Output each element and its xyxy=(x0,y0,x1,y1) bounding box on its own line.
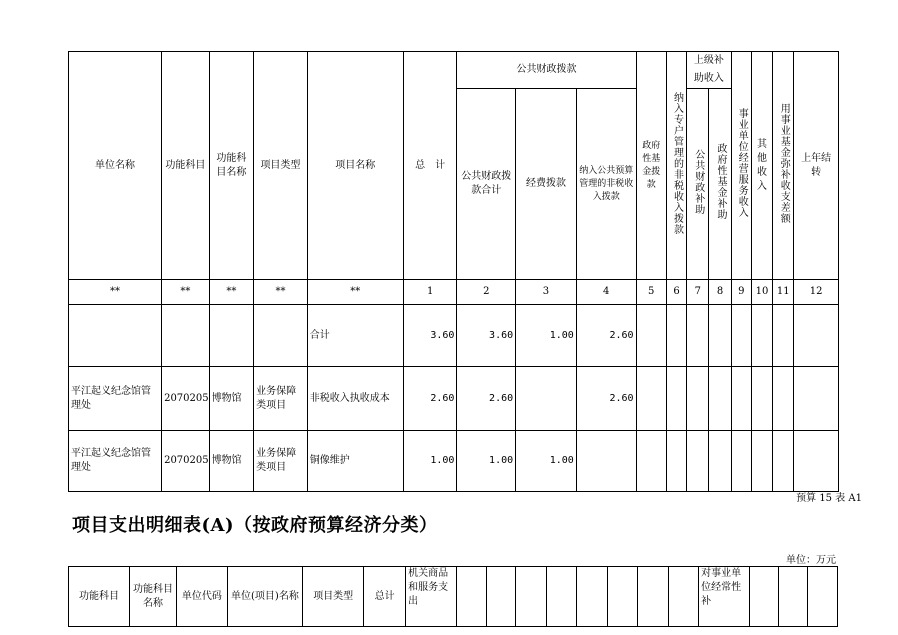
header-superior-subsidy: 上级补助收入 xyxy=(687,52,732,89)
cell-pf-total: 3.60 xyxy=(457,305,516,367)
cell-code-name xyxy=(209,305,254,367)
index-cell: 5 xyxy=(636,280,666,305)
header-nontax-allocation: 纳入公共预算管理的非税收入拨款 xyxy=(576,89,636,280)
economic-classification-table xyxy=(68,566,838,627)
t2-header-func-subject-name: 功能科目名称 xyxy=(129,567,176,627)
cell-unit: 平江起义纪念馆管理处 xyxy=(69,367,162,431)
cell-fee: 1.00 xyxy=(516,305,577,367)
cell-name: 非税收入执收成本 xyxy=(307,367,403,431)
cell-fee xyxy=(516,367,577,431)
cell-total: 3.60 xyxy=(403,305,457,367)
cell-pf-total: 2.60 xyxy=(457,367,516,431)
t2-header-unit-code: 单位代码 xyxy=(177,567,227,627)
header-public-finance: 公共财政拨款 xyxy=(457,52,636,89)
t2-header-subsidy-units: 对事业单位经常性补 xyxy=(699,567,749,627)
cell-type xyxy=(254,305,308,367)
cell-total: 1.00 xyxy=(403,431,457,492)
index-cell: 1 xyxy=(403,280,457,305)
header-func-subject: 功能科目 xyxy=(162,52,210,280)
cell-code: 2070205 xyxy=(162,431,210,492)
index-cell: ** xyxy=(307,280,403,305)
cell-unit: 平江起义纪念馆管理处 xyxy=(69,431,162,492)
t2-header-total: 总计 xyxy=(364,567,406,627)
index-row xyxy=(69,280,839,305)
index-cell: ** xyxy=(162,280,210,305)
index-cell: 10 xyxy=(751,280,772,305)
cell-nontax xyxy=(576,431,636,492)
t2-header-unit-project-name: 单位(项目)名称 xyxy=(227,567,303,627)
unit-label: 单位：万元 xyxy=(786,555,836,566)
index-cell: 2 xyxy=(457,280,516,305)
cell-code: 2070205 xyxy=(162,367,210,431)
cell-type: 业务保障类项目 xyxy=(254,367,308,431)
header-public-finance-subsidy: 公共财政补助 xyxy=(687,89,709,280)
index-cell: ** xyxy=(69,280,162,305)
cell-code-name: 博物馆 xyxy=(209,431,254,492)
cell-name: 合计 xyxy=(307,305,403,367)
header-last-year-carry: 上年结转 xyxy=(794,52,839,280)
page-title: 项目支出明细表(A)（按政府预算经济分类） xyxy=(72,515,438,536)
t2-header-goods-services: 机关商品和服务支出 xyxy=(406,567,456,627)
index-cell: 4 xyxy=(576,280,636,305)
table2-header-row xyxy=(69,567,838,627)
cell-nontax: 2.60 xyxy=(576,367,636,431)
index-cell: ** xyxy=(254,280,308,305)
cell-pf-total: 1.00 xyxy=(457,431,516,492)
index-cell: 11 xyxy=(773,280,794,305)
index-cell: 8 xyxy=(709,280,731,305)
header-unit-name: 单位名称 xyxy=(69,52,162,280)
index-cell: 7 xyxy=(687,280,709,305)
table-row xyxy=(69,431,839,492)
cell-code xyxy=(162,305,210,367)
header-balance-fund: 用事业基金弥补收支差额 xyxy=(773,52,794,280)
header-public-finance-total: 公共财政拨款合计 xyxy=(457,89,516,280)
cell-unit xyxy=(69,305,162,367)
cell-fee: 1.00 xyxy=(516,431,577,492)
header-special-nontax: 纳入专户管理的非税收入拨款 xyxy=(666,52,686,280)
header-project-type: 项目类型 xyxy=(254,52,308,280)
cell-type: 业务保障类项目 xyxy=(254,431,308,492)
index-cell: 12 xyxy=(794,280,839,305)
header-operating-income: 事业单位经营服务收入 xyxy=(731,52,751,280)
cell-nontax: 2.60 xyxy=(576,305,636,367)
header-gov-fund-subsidy: 政府性基金补助 xyxy=(709,89,731,280)
index-cell: ** xyxy=(209,280,254,305)
header-project-name: 项目名称 xyxy=(307,52,403,280)
t2-header-func-subject: 功能科目 xyxy=(69,567,130,627)
table-row-total xyxy=(69,305,839,367)
index-cell: 3 xyxy=(516,280,577,305)
cell-total: 2.60 xyxy=(403,367,457,431)
header-total: 总 计 xyxy=(403,52,457,280)
table-row xyxy=(69,367,839,431)
index-cell: 6 xyxy=(666,280,686,305)
header-func-subject-name: 功能科目名称 xyxy=(209,52,254,280)
project-budget-table xyxy=(68,51,839,492)
header-other-income: 其他收入 xyxy=(751,52,772,280)
index-cell: 9 xyxy=(731,280,751,305)
header-fee-allocation: 经费拨款 xyxy=(516,89,577,280)
cell-code-name: 博物馆 xyxy=(209,367,254,431)
cell-name: 铜像维护 xyxy=(307,431,403,492)
t2-header-project-type: 项目类型 xyxy=(303,567,364,627)
table-reference: 预算 15 表 A1 xyxy=(796,493,862,504)
header-gov-fund-allocation: 政府性基金拨款 xyxy=(636,52,666,280)
